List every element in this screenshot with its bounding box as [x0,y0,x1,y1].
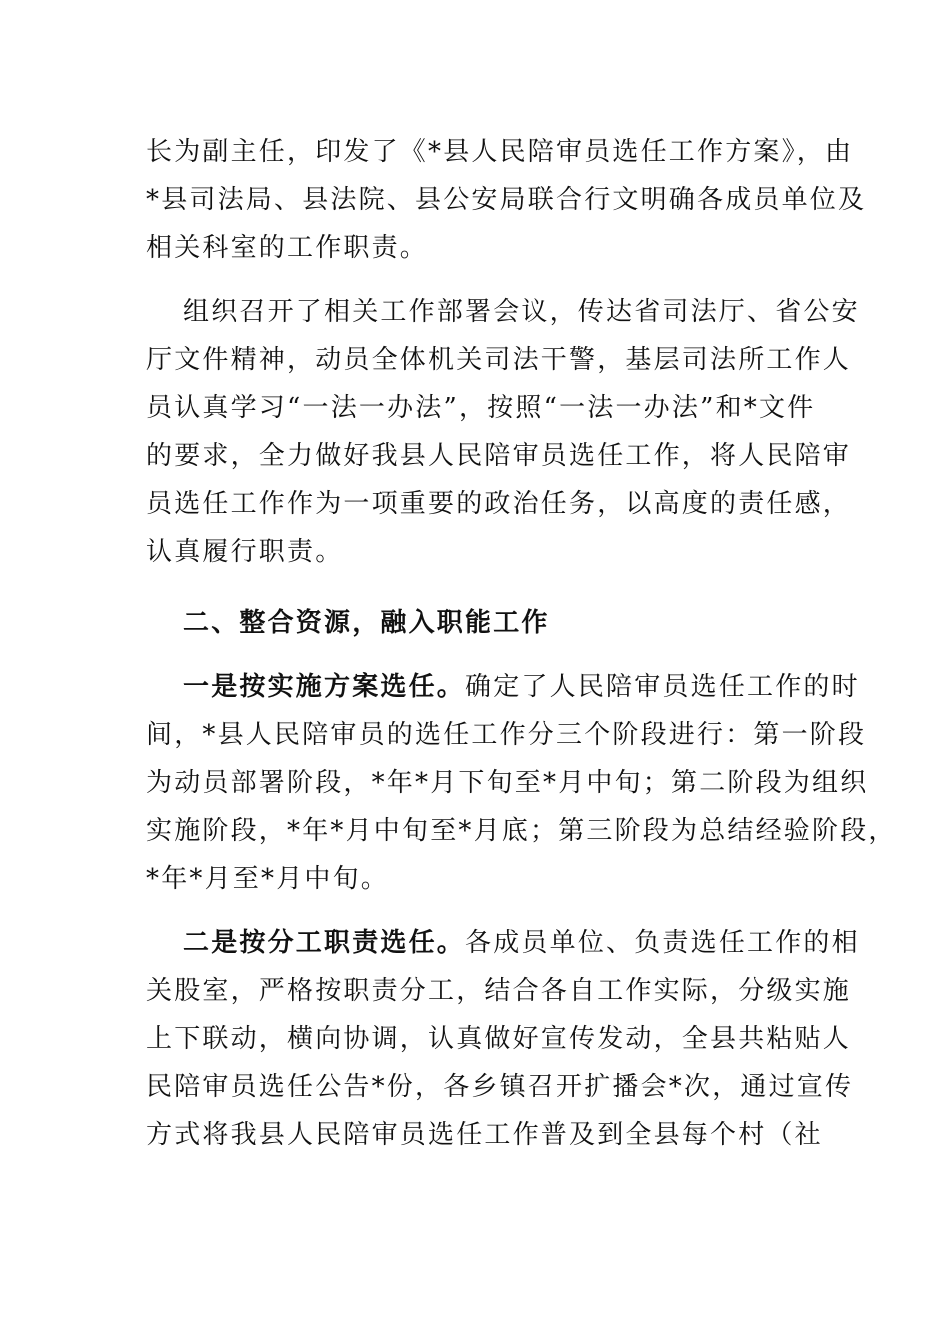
paragraph-4-line-1 [183,926,860,960]
paragraph-2-line-5: 员选任工作作为一项重要的政治任务，以高度的责任感， [146,489,852,519]
section-heading: 二、整合资源，融入职能工作 [183,608,550,638]
paragraph-1-line-2: *县司法局、县法院、县公安局联合行文明确各成员单位及 [146,185,867,215]
paragraph-2-line-2: 厅文件精神，动员全体机关司法干警，基层司法所工作人 [146,345,852,375]
paragraph-4-lead: 二是按分工职责选任。 [183,928,466,958]
paragraph-4-line-2: 关股室，严格按职责分工，结合各自工作实际，分级实施 [146,976,852,1006]
paragraph-4-line-3: 上下联动，横向协调，认真做好宣传发动，全县共粘贴人 [146,1024,852,1054]
paragraph-3-line-5: *年*月至*月中旬。 [146,864,390,894]
paragraph-4-line-4: 民陪审员选任公告*份，各乡镇召开扩播会*次，通过宣传 [146,1072,854,1102]
paragraph-4-first-rest: 各成员单位、负责选任工作的相 [465,928,860,958]
paragraph-3-line-4: 实施阶段，*年*月中旬至*月底；第三阶段为总结经验阶段， [146,816,897,846]
paragraph-2-line-6: 认真履行职责。 [146,537,344,567]
paragraph-2-line-4: 的要求，全力做好我县人民陪审员选任工作，将人民陪审 [146,441,852,471]
paragraph-4-line-5: 方式将我县人民陪审员选任工作普及到全县每个村（社 [146,1120,823,1150]
paragraph-2-line-3: 员认真学习“一法一办法”，按照“一法一办法”和*文件 [146,393,816,423]
paragraph-1-line-1: 长为副主任，印发了《*县人民陪审员选任工作方案》，由 [146,137,854,167]
paragraph-3-lead: 一是按实施方案选任。 [183,672,466,702]
paragraph-3-line-3: 为动员部署阶段，*年*月下旬至*月中旬；第二阶段为组织 [146,768,869,798]
paragraph-1-line-3: 相关科室的工作职责。 [146,233,429,263]
paragraph-2-line-1: 组织召开了相关工作部署会议，传达省司法厅、省公安 [183,297,860,327]
paragraph-3-line-1 [183,670,860,704]
paragraph-3-line-2: 间，*县人民陪审员的选任工作分三个阶段进行：第一阶段 [146,720,867,750]
paragraph-3-first-rest: 确定了人民陪审员选任工作的时 [465,672,860,702]
